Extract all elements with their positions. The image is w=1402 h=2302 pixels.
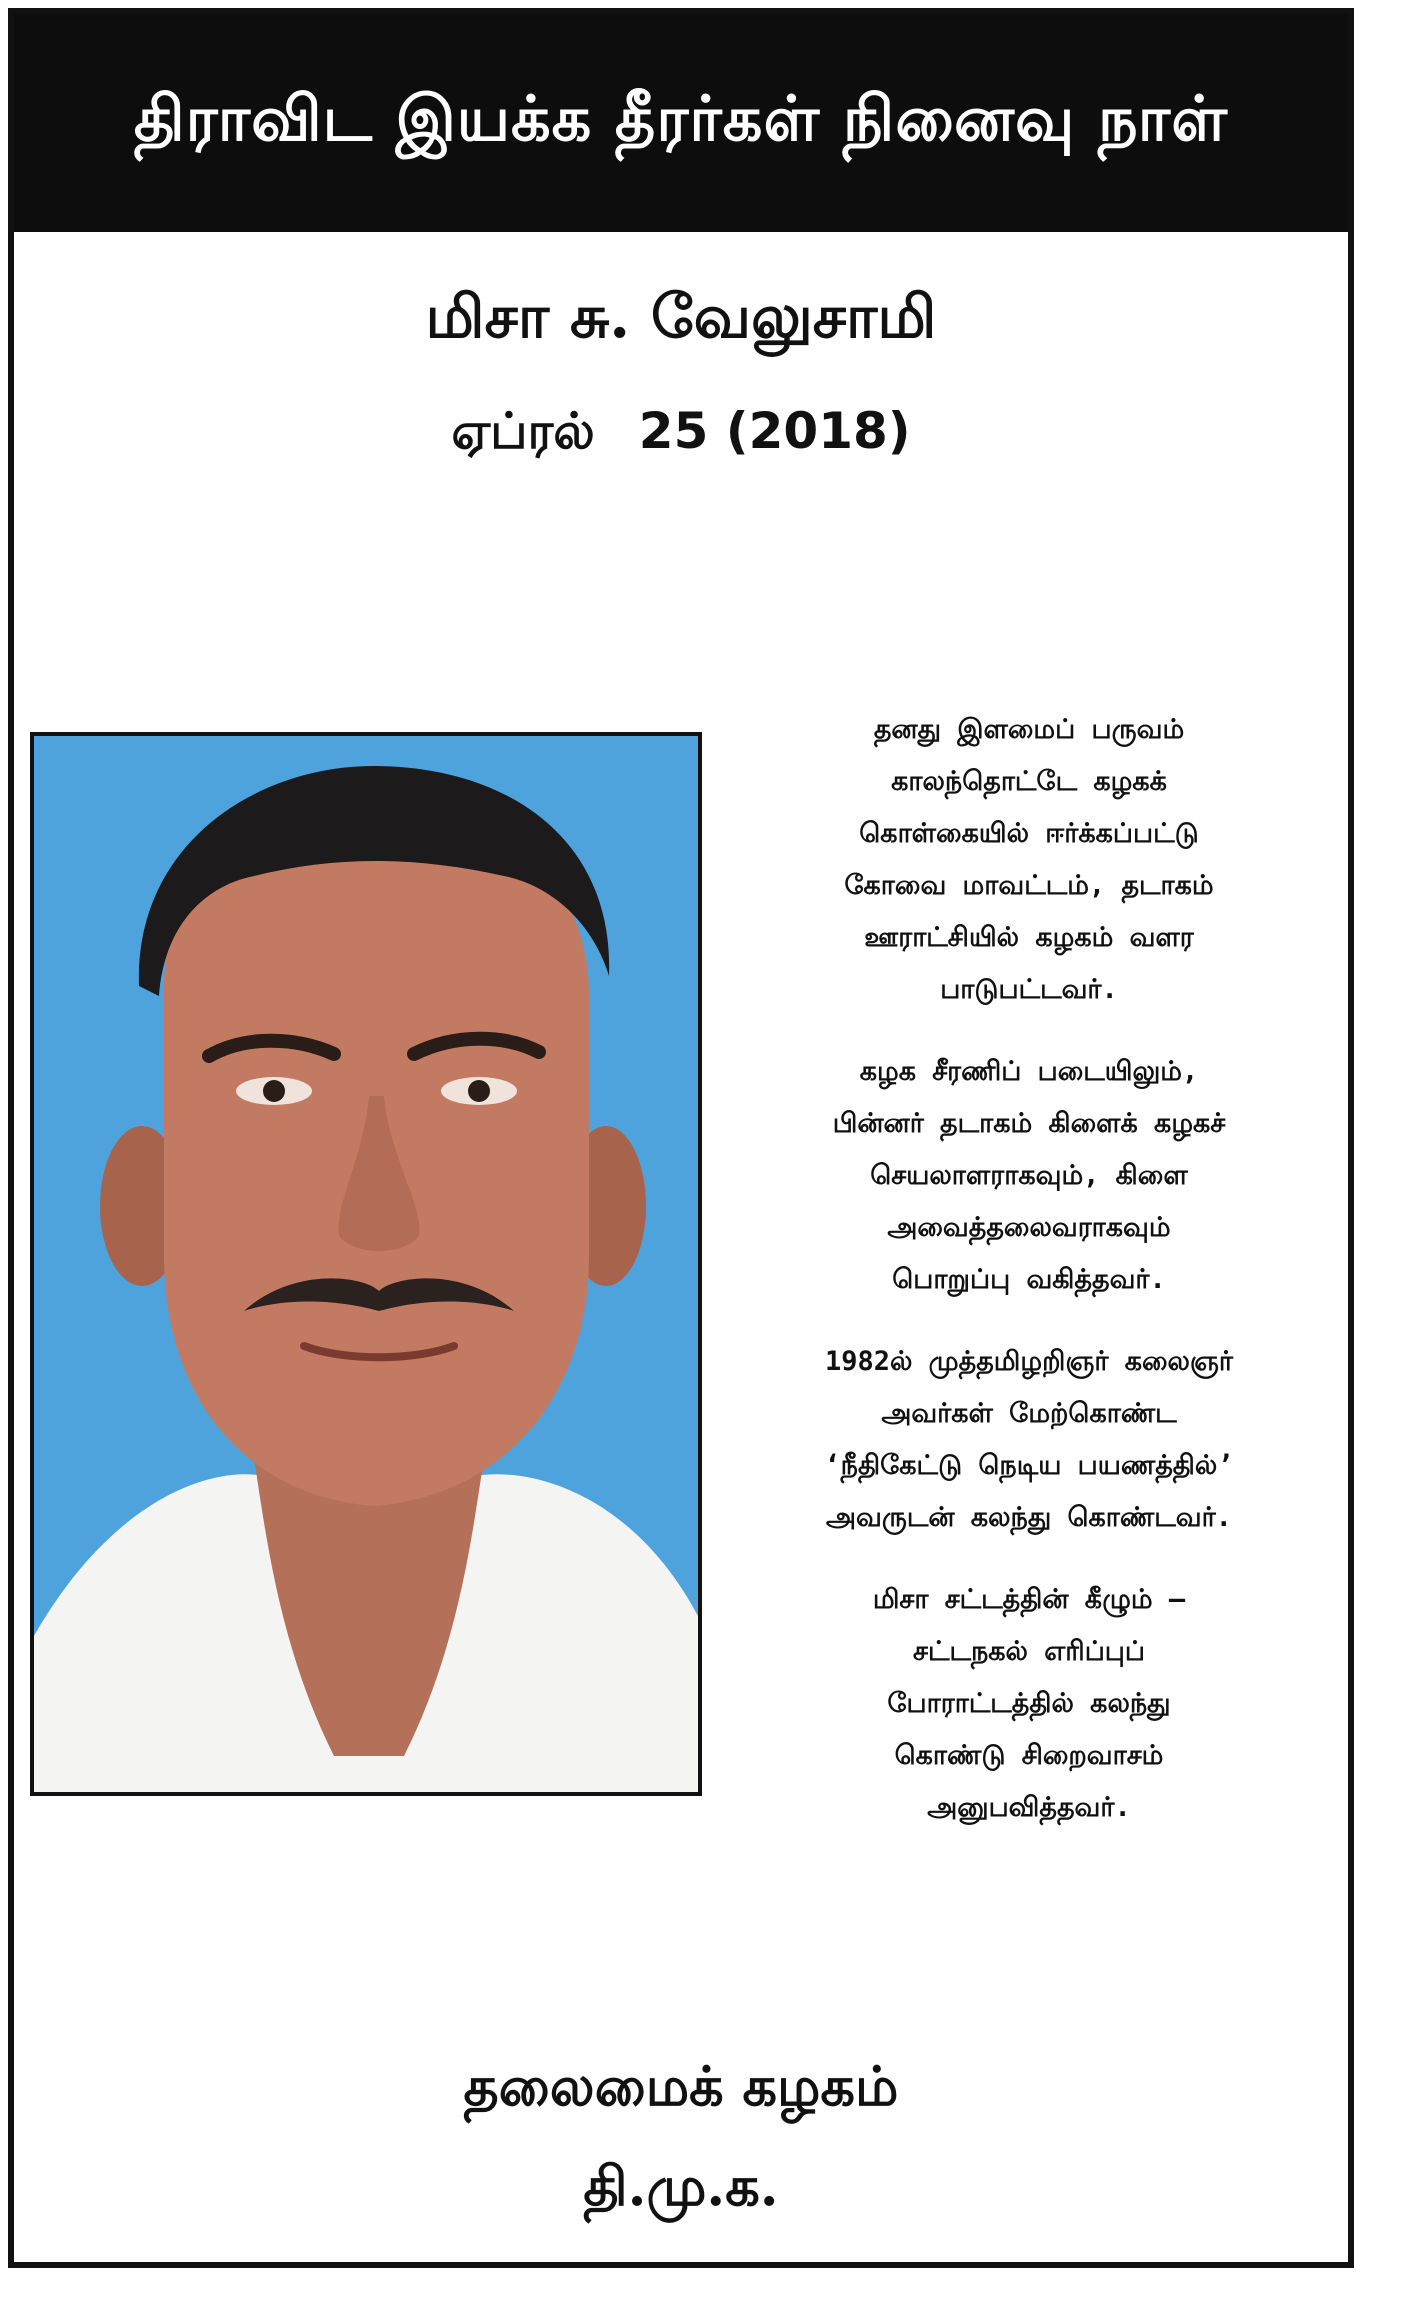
tribute-line: தனது இளமைப் பருவம் — [873, 714, 1185, 745]
tribute-line: கோவை மாவட்டம், தடாகம் — [844, 870, 1214, 901]
right-pupil-shape — [468, 1080, 490, 1102]
tribute-paragraph — [704, 704, 1354, 1016]
tribute-text — [704, 704, 1354, 1864]
tribute-line: பின்னர் தடாகம் கிளைக் கழகச் — [832, 1108, 1226, 1139]
tribute-line: 1982ல் முத்தமிழறிஞர் கலைஞர் — [824, 1346, 1234, 1377]
tribute-line: கழக சீரணிப் படையிலும், — [859, 1056, 1199, 1087]
banner-title: திராவிட இயக்க தீரர்கள் நினைவு நாள் — [133, 82, 1229, 155]
memorial-date — [14, 402, 1348, 467]
tribute-line: ஊராட்சியில் கழகம் வளர — [864, 922, 1194, 953]
date-month: ஏப்ரல் — [451, 402, 595, 460]
tribute-line: காலந்தொட்டே கழகக் — [891, 766, 1167, 797]
tribute-line: கொள்கையில் ஈர்க்கப்பட்டு — [859, 818, 1199, 849]
tribute-paragraph — [704, 1046, 1354, 1306]
person-name: மிசா சு. வேலுசாமி — [425, 282, 937, 352]
tribute-paragraph — [704, 1574, 1354, 1834]
tribute-line: பொறுப்பு வகித்தவர். — [892, 1264, 1166, 1295]
tribute-line: அவருடன் கலந்து கொண்டவர். — [826, 1502, 1232, 1533]
left-pupil-shape — [263, 1080, 285, 1102]
tribute-line: அவர்கள் மேற்கொண்ட — [881, 1398, 1177, 1429]
tribute-line: ‘நீதிகேட்டு நெடிய பயணத்தில்’ — [824, 1450, 1234, 1481]
tribute-line: சட்டநகல் எரிப்புப் — [913, 1636, 1145, 1667]
tribute-line: அனுபவித்தவர். — [927, 1792, 1131, 1823]
tribute-line: போராட்டத்தில் கலந்து — [887, 1688, 1171, 1719]
footer-organization: தலைமைக் கழகம் — [463, 2054, 899, 2118]
footer-party-name: தி.மு.க. — [583, 2154, 779, 2218]
tribute-line: மிசா சட்டத்தின் கீழும் – — [872, 1584, 1186, 1615]
portrait-photo — [30, 732, 702, 1796]
tribute-line: கொண்டு சிறைவாசம் — [894, 1740, 1164, 1771]
tribute-paragraph — [704, 1336, 1354, 1544]
tribute-line: பாடுபட்டவர். — [940, 974, 1118, 1005]
memorial-notice — [8, 8, 1354, 2268]
portrait-illustration — [34, 736, 698, 1792]
tribute-line: செயலாளராகவும், கிளை — [870, 1160, 1188, 1191]
header-banner — [14, 14, 1348, 232]
date-day-year: 25 (2018) — [638, 402, 911, 460]
tribute-line: அவைத்தலைவராகவும் — [887, 1212, 1171, 1243]
